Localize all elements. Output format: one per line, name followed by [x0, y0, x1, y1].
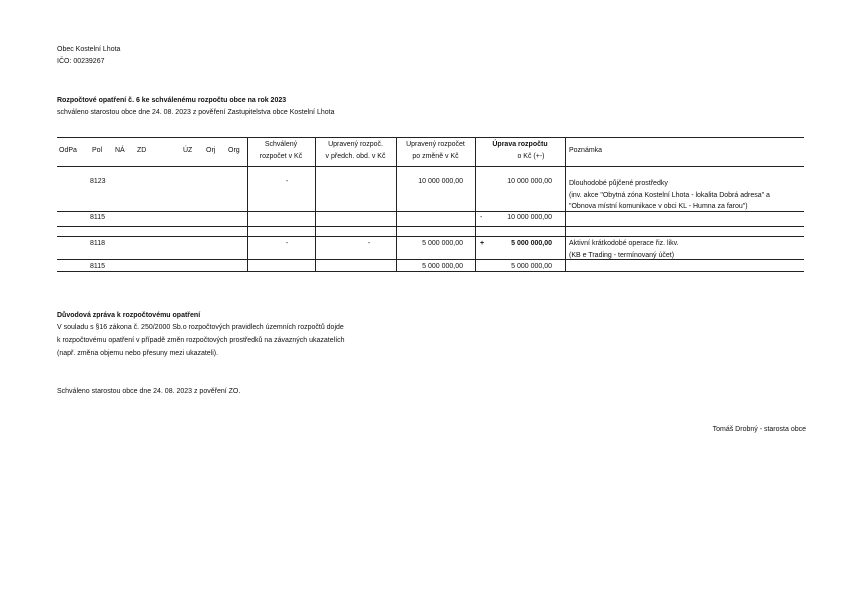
approval-note: Schváleno starostou obce dne 24. 08. 2023 z pověření ZO. [57, 388, 241, 395]
table-border-bottom [57, 271, 804, 272]
reasoning-line: k rozpočtovému opatření v případě změn rozpočtových prostředků na závazných ukazatelích [57, 337, 345, 344]
table-row-divider [57, 211, 804, 212]
table-row-divider [57, 226, 804, 227]
cell-note: (inv. akce "Obytná zóna Kostelní Lhota - lokalita Dobrá adresa" a [569, 192, 770, 199]
header-odpa: OdPa [59, 147, 77, 154]
header-schvaleny: Schválený [264, 141, 298, 148]
header-upraveny: Upravený rozpoč. [328, 141, 383, 148]
header-orj: Orj [206, 147, 216, 154]
table-row-divider [57, 236, 804, 237]
reasoning-line: (např. změna objemu nebo přesuny mezi ukazateli). [57, 350, 219, 357]
header-zd: ZD [137, 147, 147, 154]
cell-uprava-sign: - [480, 214, 483, 221]
cell-uprava: 5 000 000,00 [511, 240, 552, 247]
municipality-name: Obec Kostelní Lhota [57, 46, 121, 53]
header-schvaleny-sub: rozpočet v Kč [259, 153, 303, 160]
header-po-zmene-sub: po změně v Kč [412, 153, 459, 160]
header-po-zmene: Upravený rozpočet [406, 141, 465, 148]
cell-note: Aktivní krátkodobé operace řiz. likv. [569, 240, 679, 247]
cell-schvaleny: - [285, 240, 289, 247]
header-uprava: Úprava rozpočtu [492, 141, 548, 148]
header-uprava-sub: o Kč (+-) [517, 153, 545, 160]
cell-note: (KB e Trading - termínovaný účet) [569, 252, 675, 259]
table-col-divider [565, 137, 566, 271]
cell-pol: 8115 [90, 263, 106, 270]
signature: Tomáš Drobný - starosta obce [712, 426, 806, 433]
cell-uprava-sign: + [480, 240, 485, 247]
header-na: NÁ [115, 147, 125, 154]
header-upraveny-sub: v předch. obd. v Kč [325, 153, 386, 160]
table-header-divider [57, 166, 804, 167]
cell-po-zmene: 10 000 000,00 [418, 178, 463, 185]
cell-uprava: 10 000 000,00 [507, 214, 552, 221]
header-poznamka: Poznámka [569, 147, 603, 154]
table-border-top [57, 137, 804, 138]
cell-pol: 8115 [90, 214, 106, 221]
cell-po-zmene: 5 000 000,00 [422, 263, 463, 270]
document-title-prefix: Rozpočtové opatření č. 6 ke schválenému rozpočtu obce [57, 97, 248, 104]
cell-note: Dlouhodobé půjčené prostředky [569, 180, 668, 187]
cell-schvaleny: - [285, 178, 289, 185]
header-pol: Pol [92, 147, 103, 154]
cell-uprava: 10 000 000,00 [507, 178, 552, 185]
cell-upraveny: - [367, 240, 371, 247]
cell-uprava: 5 000 000,00 [511, 263, 552, 270]
cell-po-zmene: 5 000 000,00 [422, 240, 463, 247]
document-subtitle: schváleno starostou obce dne 24. 08. 2023 z pověření Zastupitelstva obce Kostelní Lhota [57, 109, 335, 116]
cell-note: "Obnova místní komunikace v obci KL - Humna za farou") [569, 203, 748, 210]
cell-pol: 8123 [90, 178, 106, 185]
cell-pol: 8118 [90, 240, 106, 247]
ico-number: IČO: 00239267 [57, 58, 105, 65]
table-row-divider [57, 259, 804, 260]
document-title-year: na rok 2023 [247, 97, 287, 104]
document-title [57, 97, 286, 105]
reasoning-line: V souladu s §16 zákona č. 250/2000 Sb.o rozpočtových pravidlech územních rozpočtů dojde [57, 324, 344, 331]
reasoning-heading: Důvodová zpráva k rozpočtovému opatření [57, 312, 201, 319]
header-uz: ÚZ [183, 147, 193, 154]
header-org: Org [228, 147, 240, 154]
